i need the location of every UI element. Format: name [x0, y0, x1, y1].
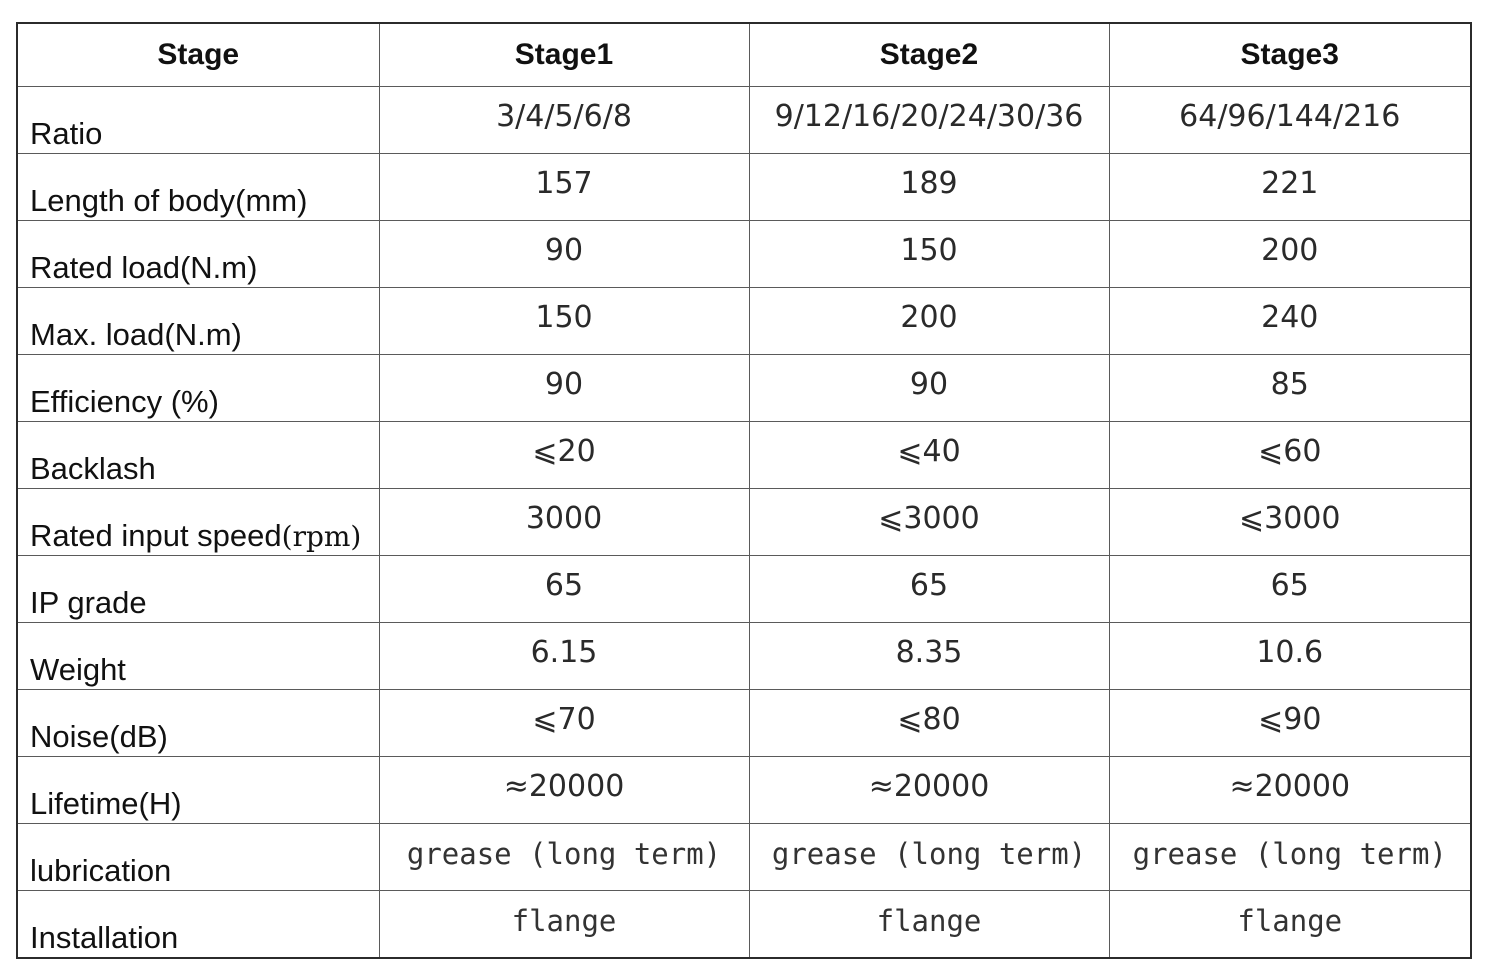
table-row — [17, 355, 1471, 422]
cell-value: 3000 — [379, 489, 749, 556]
cell-value: 189 — [749, 154, 1109, 221]
header-row — [17, 23, 1471, 87]
row-label-lubrication: lubrication — [17, 824, 379, 891]
cell-value: 150 — [379, 288, 749, 355]
row-label-rated-input-speed — [17, 489, 379, 556]
table-row — [17, 87, 1471, 154]
cell-value: 8.35 — [749, 623, 1109, 690]
cell-value: flange — [1109, 891, 1471, 959]
cell-value: grease (long term) — [1109, 824, 1471, 891]
cell-value: 150 — [749, 221, 1109, 288]
cell-value: ⩽20 — [379, 422, 749, 489]
table-row — [17, 556, 1471, 623]
row-label-unit: (rpm) — [281, 520, 362, 553]
table-row — [17, 422, 1471, 489]
header-stage1: Stage1 — [379, 23, 749, 87]
cell-value: ≈20000 — [379, 757, 749, 824]
cell-value: ⩽3000 — [1109, 489, 1471, 556]
cell-value: 240 — [1109, 288, 1471, 355]
cell-value: flange — [749, 891, 1109, 959]
cell-value: 85 — [1109, 355, 1471, 422]
row-label-noise: Noise(dB) — [17, 690, 379, 757]
cell-value: ≈20000 — [749, 757, 1109, 824]
row-label-ip-grade: IP grade — [17, 556, 379, 623]
row-label-installation: Installation — [17, 891, 379, 959]
cell-value: 90 — [749, 355, 1109, 422]
table-row — [17, 221, 1471, 288]
table-row — [17, 690, 1471, 757]
cell-value: ⩽40 — [749, 422, 1109, 489]
cell-value: 200 — [749, 288, 1109, 355]
table-row — [17, 154, 1471, 221]
header-stage: Stage — [17, 23, 379, 87]
cell-value: 65 — [1109, 556, 1471, 623]
table-row — [17, 489, 1471, 556]
cell-value: 3/4/5/6/8 — [379, 87, 749, 154]
header-stage2: Stage2 — [749, 23, 1109, 87]
cell-value: ⩽80 — [749, 690, 1109, 757]
row-label-weight: Weight — [17, 623, 379, 690]
cell-value: 90 — [379, 221, 749, 288]
table-body — [17, 87, 1471, 959]
row-label-backlash: Backlash — [17, 422, 379, 489]
cell-value: 200 — [1109, 221, 1471, 288]
cell-value: ⩽70 — [379, 690, 749, 757]
table-row — [17, 757, 1471, 824]
row-label-ratio: Ratio — [17, 87, 379, 154]
row-label-max-load: Max. load(N.m) — [17, 288, 379, 355]
cell-value: ⩽60 — [1109, 422, 1471, 489]
table-header — [17, 23, 1471, 87]
cell-value: 10.6 — [1109, 623, 1471, 690]
cell-value: 9/12/16/20/24/30/36 — [749, 87, 1109, 154]
cell-value: 65 — [749, 556, 1109, 623]
cell-value: ⩽3000 — [749, 489, 1109, 556]
cell-value: flange — [379, 891, 749, 959]
table-row — [17, 288, 1471, 355]
row-label-text: Rated input speed — [30, 518, 282, 553]
row-label-efficiency: Efficiency (%) — [17, 355, 379, 422]
table-row — [17, 623, 1471, 690]
cell-value: ≈20000 — [1109, 757, 1471, 824]
table-row — [17, 891, 1471, 959]
cell-value: 65 — [379, 556, 749, 623]
cell-value: ⩽90 — [1109, 690, 1471, 757]
row-label-length: Length of body(mm) — [17, 154, 379, 221]
cell-value: 90 — [379, 355, 749, 422]
cell-value: grease (long term) — [749, 824, 1109, 891]
cell-value: 6.15 — [379, 623, 749, 690]
header-stage3: Stage3 — [1109, 23, 1471, 87]
cell-value: 64/96/144/216 — [1109, 87, 1471, 154]
spec-table — [16, 22, 1472, 959]
row-label-lifetime: Lifetime(H) — [17, 757, 379, 824]
row-label-rated-load: Rated load(N.m) — [17, 221, 379, 288]
table-row — [17, 824, 1471, 891]
cell-value: grease (long term) — [379, 824, 749, 891]
cell-value: 157 — [379, 154, 749, 221]
cell-value: 221 — [1109, 154, 1471, 221]
